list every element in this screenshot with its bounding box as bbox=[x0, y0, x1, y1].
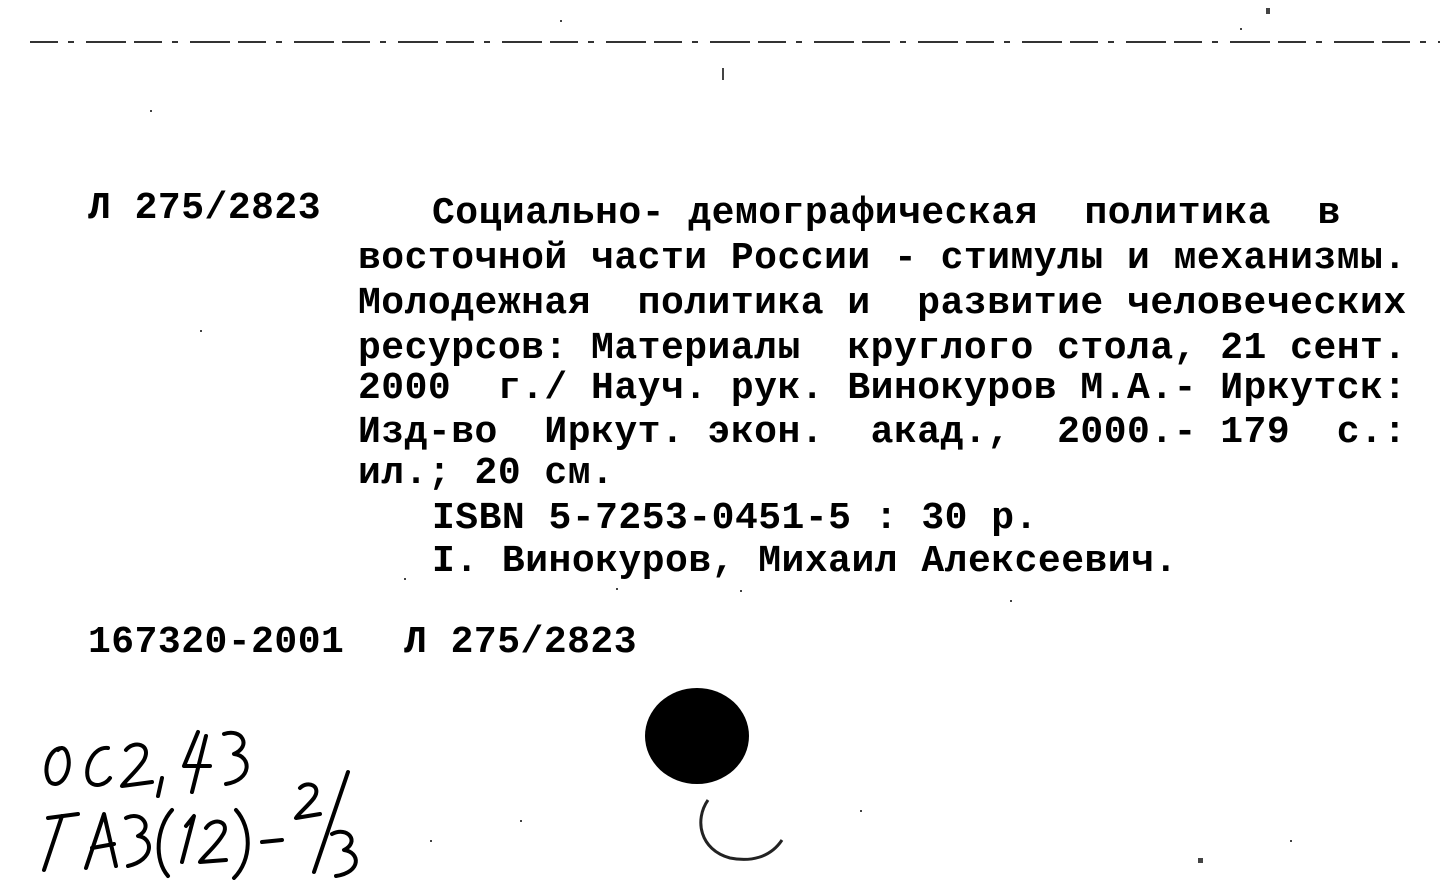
title-line-1: Социально- демографическая политика в bbox=[432, 192, 1341, 235]
body-line-3: ресурсов: Материалы круглого стола, 21 сент. bbox=[358, 327, 1407, 370]
body-line-4: 2000 г./ Науч. рук. Винокуров М.А.- Иркутск: bbox=[358, 367, 1407, 410]
body-line-6: ил.; 20 см. bbox=[358, 452, 615, 495]
faint-stamp-mark bbox=[690, 780, 790, 870]
added-entry: I. Винокуров, Михаил Алексеевич. bbox=[432, 540, 1178, 583]
body-line-1: восточной части России - стимулы и механизмы. bbox=[358, 237, 1407, 280]
handwritten-classification bbox=[30, 710, 410, 880]
body-line-5: Изд-во Иркут. экон. акад., 2000.- 179 с.: bbox=[358, 411, 1407, 454]
punch-hole bbox=[645, 688, 749, 784]
shelfmark-bottom: Л 275/2823 bbox=[404, 621, 638, 664]
body-line-2: Молодежная политика и развитие человеческих bbox=[358, 282, 1407, 325]
isbn-line: ISBN 5-7253-0451-5 : 30 р. bbox=[432, 497, 1038, 540]
accession-number: 167320-2001 bbox=[88, 621, 345, 664]
shelfmark-top: Л 275/2823 bbox=[88, 187, 322, 230]
card-top-dashed-edge bbox=[0, 0, 1456, 60]
